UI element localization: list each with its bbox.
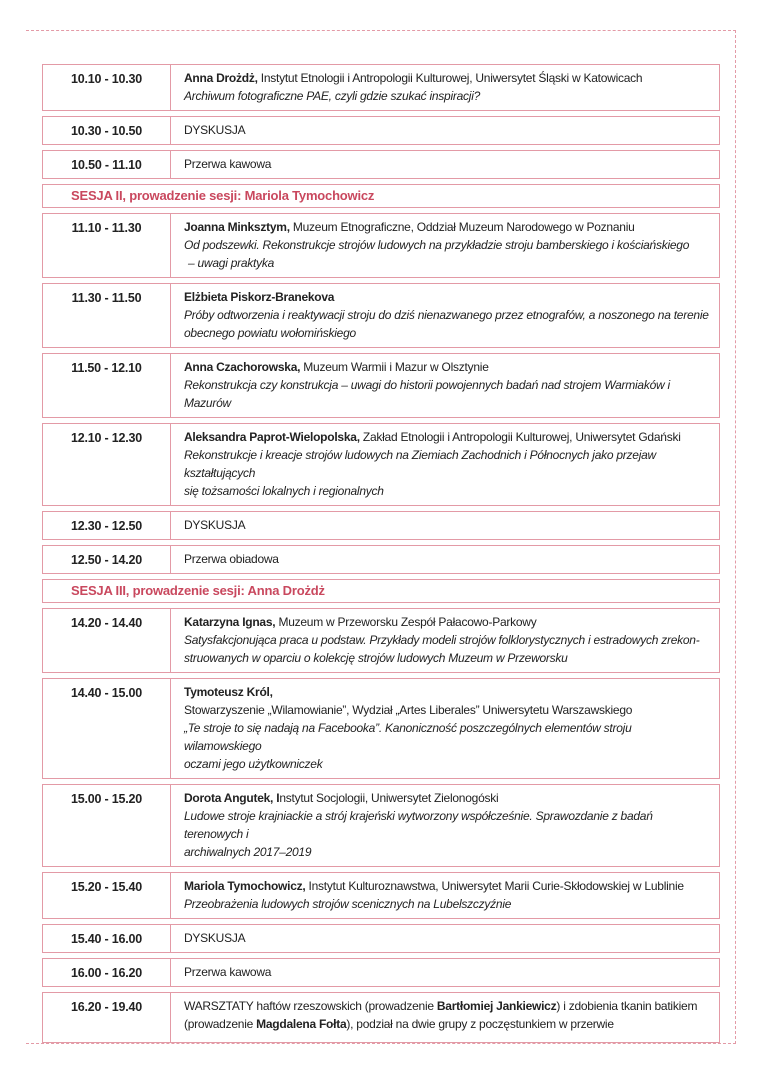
- talk-title-continued: obecnego powiatu wołomińskiego: [184, 326, 356, 340]
- content-cell: [171, 992, 720, 1043]
- workshop-text: WARSZTATY haftów rzeszowskich (prowadzenie: [184, 999, 437, 1013]
- talk-title-continued: struowanych w oparciu o kolekcję strojów ludowych Muzeum w Przeworsku: [184, 651, 568, 665]
- time-cell: 15.20 - 15.40: [42, 872, 171, 919]
- schedule-row: [42, 213, 720, 278]
- speaker-name: Dorota Angutek, I: [184, 791, 280, 805]
- time-cell: 14.40 - 15.00: [42, 678, 171, 779]
- speaker-name: Elżbieta Piskorz-Branekova: [184, 290, 335, 304]
- time-cell: 15.40 - 16.00: [42, 924, 171, 953]
- instructor-name: Magdalena Fołta: [256, 1017, 347, 1031]
- affiliation: Instytut Etnologii i Antropologii Kulturowej, Uniwersytet Śląski w Katowicach: [257, 71, 643, 85]
- content-cell: Przerwa kawowa: [171, 150, 720, 179]
- speaker-name: Tymoteusz Król,: [184, 685, 273, 699]
- content-cell: Przerwa kawowa: [171, 958, 720, 987]
- talk-title: Ludowe stroje krajniackie a strój krajeński wytworzony współcześnie. Sprawozdanie z badań terenowych i: [184, 809, 653, 841]
- time-cell: 16.20 - 19.40: [42, 992, 171, 1043]
- content-cell: [171, 608, 720, 673]
- schedule-row: [42, 64, 720, 111]
- time-cell: 12.30 - 12.50: [42, 511, 171, 540]
- speaker-name: Anna Czachorowska,: [184, 360, 301, 374]
- time-cell: 11.50 - 12.10: [42, 353, 171, 418]
- talk-title: Przeobrażenia ludowych strojów scenicznych na Lubelszczyźnie: [184, 897, 512, 911]
- talk-title: Rekonstrukcje i kreacje strojów ludowych na Ziemiach Zachodnich i Północnych jako przejaw kształtujących: [184, 448, 656, 480]
- speaker-name: Mariola Tymochowicz,: [184, 879, 306, 893]
- schedule-row: [42, 545, 720, 574]
- schedule-row: [42, 924, 720, 953]
- talk-title-continued: się tożsamości lokalnych i regionalnych: [184, 484, 384, 498]
- schedule-table: [42, 64, 720, 1048]
- time-cell: 14.20 - 14.40: [42, 608, 171, 673]
- schedule-row: [42, 872, 720, 919]
- schedule-row: [42, 511, 720, 540]
- affiliation: Muzeum Etnograficzne, Oddział Muzeum Narodowego w Poznaniu: [289, 220, 635, 234]
- schedule-row: [42, 784, 720, 867]
- speaker-name: Katarzyna Ignas,: [184, 615, 276, 629]
- schedule-row: [42, 958, 720, 987]
- workshop-text: ), podział na dwie grupy z poczęstunkiem w przerwie: [346, 1017, 614, 1031]
- schedule-row: [42, 283, 720, 348]
- speaker-name: Aleksandra Paprot-Wielopolska,: [184, 430, 360, 444]
- session-header: SESJA III, prowadzenie sesji: Anna Drożdż: [42, 579, 720, 603]
- schedule-row: [42, 608, 720, 673]
- time-cell: 11.10 - 11.30: [42, 213, 171, 278]
- affiliation: Instytut Kulturoznawstwa, Uniwersytet Marii Curie-Skłodowskiej w Lublinie: [305, 879, 684, 893]
- content-cell: [171, 784, 720, 867]
- content-cell: [171, 872, 720, 919]
- time-cell: 10.30 - 10.50: [42, 116, 171, 145]
- affiliation: Zakład Etnologii i Antropologii Kulturowej, Uniwersytet Gdański: [359, 430, 681, 444]
- content-cell: [171, 213, 720, 278]
- talk-title: Próby odtworzenia i reaktywacji stroju do dziś nienazwanego przez etnografów, a noszonego na terenie: [184, 308, 709, 322]
- time-cell: 12.50 - 14.20: [42, 545, 171, 574]
- schedule-row: [42, 116, 720, 145]
- talk-title-continued: – uwagi praktyka: [188, 256, 275, 270]
- talk-title: Od podszewki. Rekonstrukcje strojów ludowych na przykładzie stroju bamberskiego i kościańskiego: [184, 238, 690, 252]
- affiliation: Muzeum Warmii i Mazur w Olsztynie: [300, 360, 489, 374]
- instructor-name: Bartłomiej Jankiewicz: [436, 999, 557, 1013]
- schedule-row: [42, 353, 720, 418]
- time-cell: 10.50 - 11.10: [42, 150, 171, 179]
- schedule-row: [42, 150, 720, 179]
- content-cell: [171, 283, 720, 348]
- schedule-row: [42, 678, 720, 779]
- talk-title: Rekonstrukcja czy konstrukcja – uwagi do historii powojennych badań nad strojem Warmiaków i Mazurów: [184, 378, 670, 410]
- time-cell: 12.10 - 12.30: [42, 423, 171, 506]
- speaker-name: Joanna Minksztym,: [184, 220, 290, 234]
- affiliation: nstytut Socjologii, Uniwersytet Zielonogóski: [279, 791, 499, 805]
- talk-title: Satysfakcjonująca praca u podstaw. Przykłady modeli strojów folklorystycznych i estradowych zrekon-: [184, 633, 700, 647]
- talk-title: „Te stroje to się nadają na Facebooka”. Kanoniczność poszczególnych elementów stroju wilamowskiego: [184, 721, 632, 753]
- speaker-name: Anna Drożdż,: [184, 71, 258, 85]
- content-cell: [171, 678, 720, 779]
- schedule-row: [42, 423, 720, 506]
- time-cell: 16.00 - 16.20: [42, 958, 171, 987]
- content-cell: DYSKUSJA: [171, 116, 720, 145]
- content-cell: [171, 64, 720, 111]
- content-cell: DYSKUSJA: [171, 511, 720, 540]
- talk-title: Archiwum fotograficzne PAE, czyli gdzie szukać inspiracji?: [184, 89, 481, 103]
- workshop-text: (prowadzenie: [184, 1017, 257, 1031]
- schedule-row: [42, 992, 720, 1043]
- session-header: SESJA II, prowadzenie sesji: Mariola Tymochowicz: [42, 184, 720, 208]
- affiliation: Stowarzyszenie „Wilamowianie”, Wydział „Artes Liberales” Uniwersytetu Warszawskiego: [184, 703, 633, 717]
- talk-title-continued: oczami jego użytkowniczek: [184, 757, 323, 771]
- content-cell: [171, 423, 720, 506]
- time-cell: 10.10 - 10.30: [42, 64, 171, 111]
- content-cell: DYSKUSJA: [171, 924, 720, 953]
- workshop-text: ) i zdobienia tkanin batikiem: [556, 999, 698, 1013]
- time-cell: 15.00 - 15.20: [42, 784, 171, 867]
- content-cell: [171, 353, 720, 418]
- affiliation: Muzeum w Przeworsku Zespół Pałacowo-Parkowy: [275, 615, 537, 629]
- content-cell: Przerwa obiadowa: [171, 545, 720, 574]
- time-cell: 11.30 - 11.50: [42, 283, 171, 348]
- talk-title-continued: archiwalnych 2017–2019: [184, 845, 312, 859]
